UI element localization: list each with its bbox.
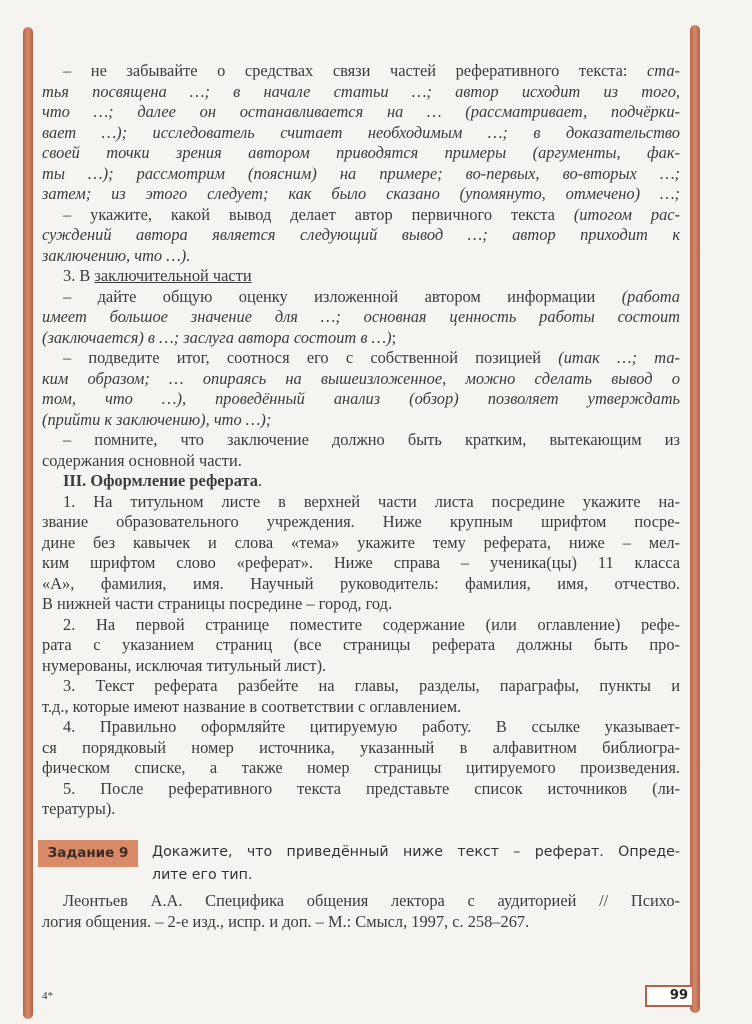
italic-text: ким образом; … опираясь на вышеизложенное, можно сделать вывод о bbox=[42, 368, 680, 388]
italic-text: том, что …), проведённый анализ (обзор) позволяет утверждать bbox=[42, 389, 680, 408]
text-line bbox=[42, 287, 680, 308]
text-line bbox=[42, 697, 680, 718]
text-segment: звание образовательного учреждения. Ниже крупным шрифтом посре- bbox=[42, 512, 680, 531]
text-segment: 4. Правильно оформляйте цитируемую работу. В ссылке указывает- bbox=[63, 717, 680, 736]
text-line bbox=[42, 307, 680, 328]
text-line bbox=[42, 738, 680, 759]
text-line bbox=[42, 102, 680, 123]
reference-line: Леонтьев А.А. Специфика общения лектора с аудиторией // Психо- bbox=[63, 891, 680, 910]
italic-text: тья посвящена …; в начале статьи …; автор исходит из того, bbox=[42, 81, 680, 101]
text-line bbox=[42, 656, 680, 677]
text-line bbox=[42, 430, 680, 451]
text-segment: дине без кавычек и слова «тема» укажите тему реферата, ниже – мел- bbox=[42, 532, 680, 552]
text-line bbox=[42, 553, 680, 574]
text-line bbox=[42, 184, 680, 205]
text-segment: – подведите итог, соотнося его с собственной позицией bbox=[63, 348, 559, 367]
text-segment: В нижней части страницы посредине – город, год. bbox=[42, 594, 393, 613]
text-segment: содержания основной части. bbox=[42, 450, 242, 470]
text-segment: – помните, что заключение должно быть кратким, вытекающим из bbox=[63, 430, 680, 449]
text-segment: тературы). bbox=[42, 799, 116, 818]
text-line bbox=[42, 471, 680, 492]
text-line bbox=[42, 594, 680, 615]
italic-text: ты …); рассмотрим (поясним) на примере; во-первых, во-вторых …; bbox=[42, 163, 680, 183]
text-segment: «А», фамилия, имя. Научный руководитель: фамилия, имя, отчество. bbox=[42, 573, 680, 593]
reference-line: логия общения. – 2-е изд., испр. и доп. – М.: Смысл, 1997, с. 258–267. bbox=[42, 911, 530, 931]
text-line bbox=[42, 717, 680, 738]
page-number: 99 bbox=[645, 985, 692, 1007]
underlined-heading: заключительной части bbox=[94, 266, 252, 285]
body-text bbox=[42, 61, 680, 820]
text-line bbox=[42, 266, 680, 287]
italic-text: (работа bbox=[621, 286, 680, 306]
text-line bbox=[42, 82, 680, 103]
text-line bbox=[42, 348, 680, 369]
task-badge: Задание 9 bbox=[38, 840, 138, 867]
italic-text: вает …); исследователь считает необходимым …; в доказательство bbox=[42, 122, 680, 142]
text-segment: . bbox=[257, 471, 263, 490]
text-segment: – дайте общую оценку изложенной автором информации bbox=[63, 286, 622, 306]
text-segment: рата с указанием страниц (все страницы реферата должны быть про- bbox=[42, 635, 680, 654]
text-line bbox=[42, 246, 680, 267]
italic-text: затем; из этого следует; как было сказано (упомянуто, отмечено) …; bbox=[42, 184, 680, 203]
task-text-line: Докажите, что приведённый ниже текст – реферат. Опреде- bbox=[152, 844, 680, 860]
task-text-line: лите его тип. bbox=[152, 867, 253, 883]
text-segment: ; bbox=[391, 327, 397, 347]
italic-text: (прийти к заключению), что …); bbox=[42, 409, 272, 429]
text-segment: – укажите, какой вывод делает автор первичного текста bbox=[63, 204, 574, 224]
text-line bbox=[42, 205, 680, 226]
text-segment: 3. Текст реферата разбейте на главы, разделы, параграфы, пункты и bbox=[63, 676, 680, 695]
text-line bbox=[42, 410, 680, 431]
text-segment: ким шрифтом слово «реферат». Ниже справа – ученика(цы) 11 класса bbox=[42, 553, 680, 572]
reference-citation bbox=[42, 891, 680, 932]
text-line bbox=[42, 389, 680, 410]
text-segment: т.д., которые имеют название в соответствии с оглавлением. bbox=[42, 696, 462, 716]
text-segment: 1. На титульном листе в верхней части листа посредине укажите на- bbox=[63, 491, 680, 511]
italic-text: заключению, что …). bbox=[42, 245, 191, 265]
italic-text: (заключается) в …; заслуга автора состоит в …) bbox=[42, 327, 392, 347]
text-line bbox=[42, 123, 680, 144]
text-line bbox=[42, 615, 680, 636]
italic-text: своей точки зрения автором приводятся примеры (аргументы, фак- bbox=[42, 143, 680, 162]
text-line bbox=[42, 779, 680, 800]
text-line bbox=[42, 451, 680, 472]
text-line bbox=[42, 492, 680, 513]
text-segment: 2. На первой странице поместите содержание (или оглавление) рефе- bbox=[63, 614, 680, 634]
text-line bbox=[42, 143, 680, 164]
text-line bbox=[42, 61, 680, 82]
text-line bbox=[42, 225, 680, 246]
text-segment: – не забывайте о средствах связи частей реферативного текста: bbox=[63, 61, 648, 80]
text-segment: 3. В bbox=[63, 266, 95, 285]
text-line bbox=[42, 676, 680, 697]
text-line bbox=[42, 758, 680, 779]
italic-text: имеет большое значение для …; основная ценность работы состоит bbox=[42, 307, 680, 326]
text-line bbox=[42, 533, 680, 554]
text-segment: фическом списке, а также номер страницы цитируемого произведения. bbox=[42, 758, 680, 777]
italic-text: ста- bbox=[647, 61, 680, 80]
text-segment: 5. После реферативного текста представьте список источников (ли- bbox=[63, 778, 680, 798]
text-line bbox=[42, 799, 680, 820]
text-line bbox=[42, 164, 680, 185]
text-line bbox=[42, 635, 680, 656]
text-line bbox=[42, 369, 680, 390]
text-line bbox=[42, 512, 680, 533]
text-line bbox=[42, 574, 680, 595]
signature-mark: 4* bbox=[42, 990, 53, 1002]
italic-text: (итак …; та- bbox=[558, 348, 680, 367]
section-heading: III. Оформление реферата bbox=[63, 471, 258, 490]
italic-text: суждений автора является следующий вывод …; автор приходит к bbox=[42, 225, 680, 244]
page-frame-right-bar bbox=[690, 25, 700, 1013]
italic-text: (итогом рас- bbox=[573, 204, 680, 224]
text-segment: ся порядковый номер источника, указанный в алфавитном библиогра- bbox=[42, 737, 680, 757]
text-segment: нумерованы, исключая титульный лист). bbox=[42, 655, 327, 675]
task-text bbox=[152, 841, 680, 887]
italic-text: что …; далее он останавливается на … (рассматривает, подчёрки- bbox=[42, 102, 680, 121]
text-line bbox=[42, 328, 680, 349]
page-frame-left-bar bbox=[23, 27, 33, 1019]
